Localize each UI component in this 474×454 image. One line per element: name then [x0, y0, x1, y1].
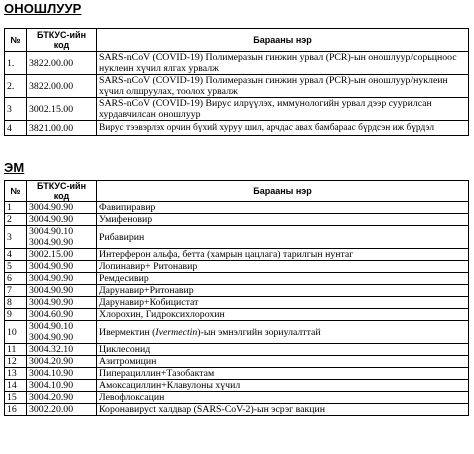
table-row	[5, 75, 469, 98]
row-code: 3004.10.90	[27, 380, 97, 392]
row-product-name: Амоксациллин+Клавулоны хүчил	[97, 380, 469, 392]
header-code: БТКУС-ийн код	[27, 29, 97, 52]
table-row	[5, 98, 469, 121]
table-row	[5, 261, 469, 273]
row-number: 15	[5, 392, 27, 404]
row-number: 11	[5, 344, 27, 356]
row-number: 8	[5, 297, 27, 309]
table-row	[5, 249, 469, 261]
row-code: 3004.90.90	[27, 261, 97, 273]
table-row	[5, 392, 469, 404]
row-code: 3002.15.00	[27, 98, 97, 121]
row-product-name: Фавипиравир	[97, 202, 469, 214]
diagnostics-table	[4, 28, 469, 136]
table-row	[5, 356, 469, 368]
table-row	[5, 368, 469, 380]
row-product-name: SARS-nCoV (COVID-19) Полимеразын гинжин урвал (PCR)-ын оношлуур/сорьцноос нуклеин хүчил ялгах урвалж	[97, 52, 469, 75]
table-row	[5, 226, 469, 249]
row-product-name: Левофлоксацин	[97, 392, 469, 404]
row-code: 3004.20.90	[27, 356, 97, 368]
row-code: 3822.00.00	[27, 75, 97, 98]
table-row	[5, 321, 469, 344]
row-product-name: Азитромицин	[97, 356, 469, 368]
header-number: №	[5, 181, 27, 202]
row-product-name: Ремдесивир	[97, 273, 469, 285]
table-row	[5, 404, 469, 416]
row-number: 7	[5, 285, 27, 297]
row-number: 4	[5, 121, 27, 136]
table-row	[5, 344, 469, 356]
row-code: 3004.90.90	[27, 297, 97, 309]
row-code: 3004.90.90	[27, 285, 97, 297]
row-number: 14	[5, 380, 27, 392]
row-product-name: Пиперациллин+Тазобактам	[97, 368, 469, 380]
medicines-table	[4, 180, 469, 416]
row-product-name	[97, 321, 469, 344]
table-row	[5, 309, 469, 321]
name-part: )-ын эмнэлгийн зориулалттай	[197, 326, 321, 338]
row-product-name: Интерферон альфа, бетта (хамрын цацлага) тарилгын нунтаг	[97, 249, 469, 261]
table-header-row	[5, 29, 469, 52]
row-number: 6	[5, 273, 27, 285]
table-row	[5, 273, 469, 285]
row-number: 3	[5, 226, 27, 249]
row-code: 3004.90.10 3004.90.90	[27, 321, 97, 344]
row-code: 3004.60.90	[27, 309, 97, 321]
row-product-name: Циклесонид	[97, 344, 469, 356]
table-row	[5, 297, 469, 309]
row-number: 4	[5, 249, 27, 261]
row-code: 3004.90.90	[27, 273, 97, 285]
row-product-name: Коронавирусt халдвар (SARS-CoV-2)-ын эсрэг вакцин	[97, 404, 469, 416]
table-row	[5, 52, 469, 75]
row-product-name: Лопинавир+ Ритонавир	[97, 261, 469, 273]
table-row	[5, 202, 469, 214]
header-number: №	[5, 29, 27, 52]
name-part-italic: Ivermectin	[155, 326, 198, 338]
table-header-row	[5, 181, 469, 202]
row-number: 3	[5, 98, 27, 121]
row-code: 3004.20.90	[27, 392, 97, 404]
row-code: 3004.10.90	[27, 368, 97, 380]
header-code: БТКУС-ийн код	[27, 181, 97, 202]
table-row	[5, 214, 469, 226]
row-product-name: SARS-nCoV (COVID-19) Полимеразын гинжин урвал (PCR)-ын оношлуур/нуклеин хүчил олшруулах, тоолох урвалж	[97, 75, 469, 98]
row-number: 10	[5, 321, 27, 344]
row-code: 3004.90.90	[27, 214, 97, 226]
row-code: 3004.90.10 3004.90.90	[27, 226, 97, 249]
row-code: 3002.15.00	[27, 249, 97, 261]
row-number: 16	[5, 404, 27, 416]
row-product-name: Рибавирин	[97, 226, 469, 249]
row-number: 9	[5, 309, 27, 321]
row-number: 2	[5, 214, 27, 226]
row-product-name: Умифеновир	[97, 214, 469, 226]
row-code: 3822.00.00	[27, 52, 97, 75]
row-number: 2.	[5, 75, 27, 98]
header-product-name: Барааны нэр	[97, 29, 469, 52]
section-title-diagnostics: ОНОШЛУУР	[4, 1, 82, 16]
header-product-name: Барааны нэр	[97, 181, 469, 202]
row-number: 5	[5, 261, 27, 273]
table-row	[5, 285, 469, 297]
row-product-name: Дарунавир+Кобицистат	[97, 297, 469, 309]
table-row	[5, 380, 469, 392]
row-code: 3821.00.00	[27, 121, 97, 136]
row-number: 12	[5, 356, 27, 368]
name-part: Ивермектин (	[99, 326, 156, 338]
row-number: 1.	[5, 52, 27, 75]
section-title-medicines: ЭМ	[4, 160, 25, 175]
row-product-name: Дарунавир+Ритонавир	[97, 285, 469, 297]
row-product-name: SARS-nCoV (COVID-19) Вирус илрүүлэх, иммунологийн урвал дээр суурилсан хурдавчилсан оношлуур	[97, 98, 469, 121]
table-row	[5, 121, 469, 136]
row-product-name: Вирус тээвэрлэх орчин бүхий хуруу шил, арчдас авах бамбараас бүрдсэн иж бүрдэл	[97, 121, 469, 136]
row-code: 3002.20.00	[27, 404, 97, 416]
row-code: 3004.90.90	[27, 202, 97, 214]
row-product-name: Хлорохин, Гидроксихлорохин	[97, 309, 469, 321]
row-code: 3004.32.10	[27, 344, 97, 356]
row-number: 13	[5, 368, 27, 380]
row-number: 1	[5, 202, 27, 214]
